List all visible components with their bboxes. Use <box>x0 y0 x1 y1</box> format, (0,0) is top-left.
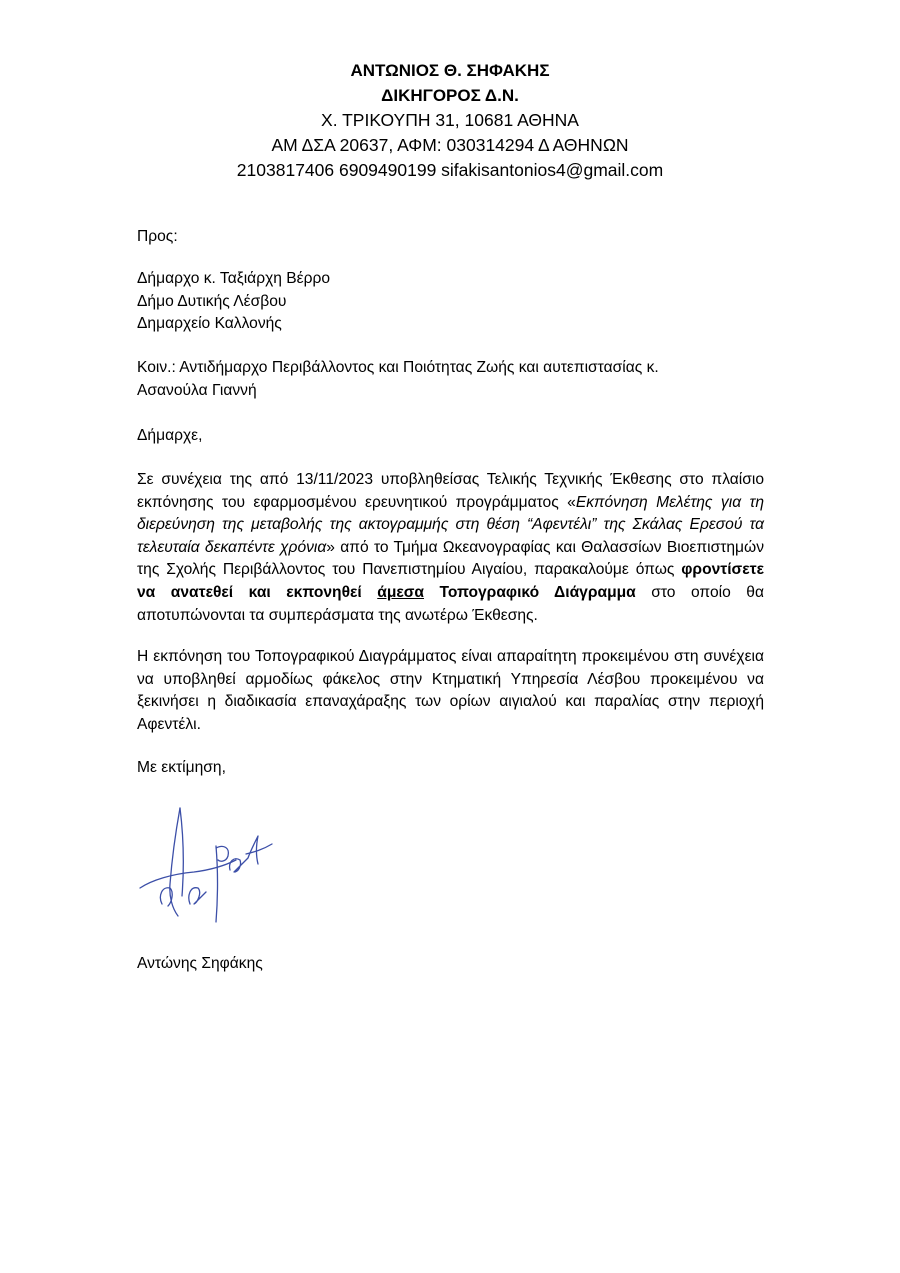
cc-line: Κοιν.: Αντιδήμαρχο Περιβάλλοντος και Ποιότητας Ζωής και αυτεπιστασίας κ. <box>137 359 659 376</box>
recipient-block <box>137 268 764 336</box>
recipient-line: Δημαρχείο Καλλονής <box>137 315 282 333</box>
sender-address: Χ. ΤΡΙΚΟΥΠΗ 31, 10681 ΑΘΗΝΑ <box>321 110 579 130</box>
paragraph-request <box>137 469 764 627</box>
recipient-line: Δήμο Δυτικής Λέσβου <box>137 292 287 310</box>
salutation: Δήμαρχε, <box>137 427 203 444</box>
cc-line: Ασανούλα Γιαννή <box>137 381 257 399</box>
signature-name: Αντώνης Σηφάκης <box>137 955 263 972</box>
handwritten-signature <box>132 800 282 925</box>
letterhead <box>0 58 900 183</box>
closing: Με εκτίμηση, <box>137 759 226 776</box>
cc-block <box>137 357 777 402</box>
sender-title: ΔΙΚΗΓΟΡΟΣ Δ.Ν. <box>381 86 519 105</box>
recipient-line: Δήμαρχο κ. Ταξιάρχη Βέρρο <box>137 270 331 287</box>
p1-bold-1: φροντίσετε να ανατεθεί και εκπονηθεί <box>137 561 764 601</box>
p1-bold-underline: άμεσα <box>377 583 425 601</box>
project-title: Εκπόνηση Μελέτης για τη διερεύνηση της μεταβολής της ακτογραμμής στη θέση “Αφεντέλι” της Σκάλας Ερεσού τα τελευταία δεκαπέντε χρόνια <box>137 493 764 556</box>
sender-registry: ΑΜ ΔΣΑ 20637, ΑΦΜ: 030314294 Δ ΑΘΗΝΩΝ <box>271 135 629 155</box>
sender-contact: 2103817406 6909490199 sifakisantonios4@gmail.com <box>236 160 664 180</box>
paragraph-purpose: Η εκπόνηση του Τοπογραφικού Διαγράμματος είναι απαραίτητη προκειμένου στη συνέχεια να υποβληθεί αρμοδίως φάκελος στην Κτηματική Υπηρεσία Λέσβου προκειμένου να ξεκινήσει η διαδικασία επαναχάραξης των ορίων αιγιαλού και παραλίας στην περιοχή Αφεντέλι. <box>137 648 764 733</box>
sender-name: ΑΝΤΩΝΙΟΣ Θ. ΣΗΦΑΚΗΣ <box>350 61 550 80</box>
p1-text-1: Σε συνέχεια της από 13/11/2023 υποβληθείσας Τελικής Τεχνικής Έκθεσης στο πλαίσιο εκπόνησης του εφαρμοσμένου ερευνητικού προγράμματος « <box>137 471 764 511</box>
p1-text-3: στο οποίο θα αποτυπώνονται τα συμπεράσματα της ανωτέρω Έκθεσης. <box>137 583 764 624</box>
p1-bold-2: Τοπογραφικό Διάγραμμα <box>424 583 636 601</box>
p1-text-2: » από το Τμήμα Ωκεανογραφίας και Θαλασσίων Βιοεπιστημών της Σχολής Περιβάλλοντος του Πανεπιστημίου Αιγαίου, παρακαλούμε όπως <box>137 538 764 579</box>
recipient-label: Προς: <box>137 228 178 245</box>
